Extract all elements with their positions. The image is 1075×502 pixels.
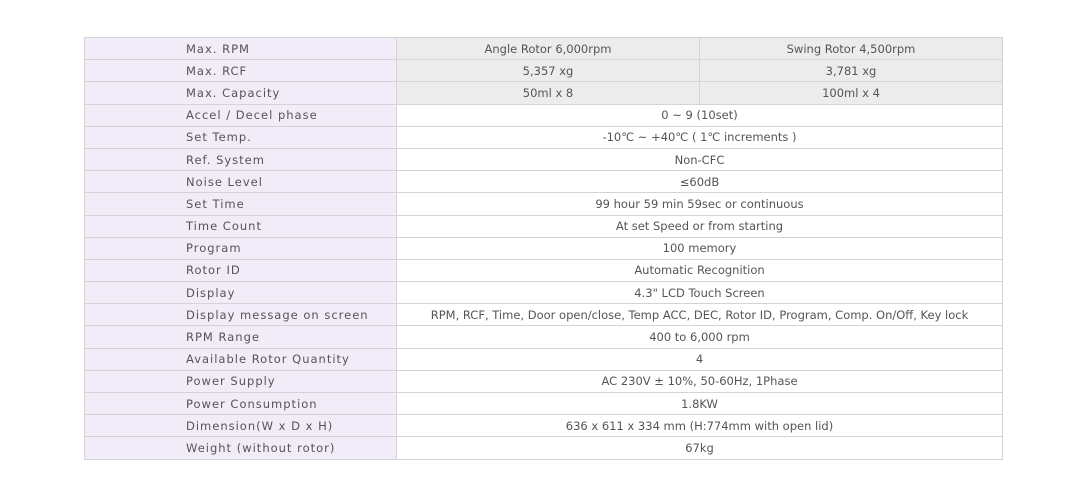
- spec-label: Noise Level: [85, 171, 397, 193]
- spec-value-swing: 3,781 xg: [700, 60, 1003, 82]
- spec-value: Non-CFC: [397, 148, 1003, 170]
- spec-value: 0 ~ 9 (10set): [397, 104, 1003, 126]
- spec-label: Rotor ID: [85, 259, 397, 281]
- table-row: [85, 348, 1003, 370]
- table-row: [85, 193, 1003, 215]
- spec-label: RPM Range: [85, 326, 397, 348]
- table-row: [85, 437, 1003, 459]
- spec-label: Max. RCF: [85, 60, 397, 82]
- spec-label: Max. Capacity: [85, 82, 397, 104]
- table-row: [85, 104, 1003, 126]
- spec-label: Available Rotor Quantity: [85, 348, 397, 370]
- spec-value-angle: 5,357 xg: [397, 60, 700, 82]
- spec-label: Ref. System: [85, 148, 397, 170]
- spec-value: 1.8KW: [397, 393, 1003, 415]
- table-row: [85, 415, 1003, 437]
- spec-value: 400 to 6,000 rpm: [397, 326, 1003, 348]
- spec-value-angle: Angle Rotor 6,000rpm: [397, 38, 700, 60]
- spec-label: Max. RPM: [85, 38, 397, 60]
- table-row: [85, 38, 1003, 60]
- spec-table-container: [84, 37, 1003, 460]
- spec-label: Display: [85, 282, 397, 304]
- table-row: [85, 259, 1003, 281]
- table-row: [85, 215, 1003, 237]
- spec-value: ≤60dB: [397, 171, 1003, 193]
- spec-value: 99 hour 59 min 59sec or continuous: [397, 193, 1003, 215]
- table-row: [85, 282, 1003, 304]
- table-row: [85, 304, 1003, 326]
- table-row: [85, 393, 1003, 415]
- spec-label: Dimension(W x D x H): [85, 415, 397, 437]
- table-row: [85, 237, 1003, 259]
- spec-value: 67kg: [397, 437, 1003, 459]
- table-row: [85, 148, 1003, 170]
- spec-label: Weight (without rotor): [85, 437, 397, 459]
- spec-value: 636 x 611 x 334 mm (H:774mm with open lid): [397, 415, 1003, 437]
- spec-label: Power Consumption: [85, 393, 397, 415]
- spec-value-swing: Swing Rotor 4,500rpm: [700, 38, 1003, 60]
- spec-value: 4: [397, 348, 1003, 370]
- table-row: [85, 126, 1003, 148]
- spec-value: Automatic Recognition: [397, 259, 1003, 281]
- spec-value: RPM, RCF, Time, Door open/close, Temp ACC, DEC, Rotor ID, Program, Comp. On/Off, Key lock: [397, 304, 1003, 326]
- spec-value: 4.3" LCD Touch Screen: [397, 282, 1003, 304]
- table-row: [85, 370, 1003, 392]
- spec-value: At set Speed or from starting: [397, 215, 1003, 237]
- table-row: [85, 171, 1003, 193]
- spec-value-angle: 50ml x 8: [397, 82, 700, 104]
- table-row: [85, 60, 1003, 82]
- spec-label: Power Supply: [85, 370, 397, 392]
- table-row: [85, 326, 1003, 348]
- spec-label: Accel / Decel phase: [85, 104, 397, 126]
- table-row: [85, 82, 1003, 104]
- spec-label: Time Count: [85, 215, 397, 237]
- spec-value: AC 230V ± 10%, 50-60Hz, 1Phase: [397, 370, 1003, 392]
- spec-label: Set Time: [85, 193, 397, 215]
- spec-label: Set Temp.: [85, 126, 397, 148]
- spec-label: Display message on screen: [85, 304, 397, 326]
- spec-value-swing: 100ml x 4: [700, 82, 1003, 104]
- spec-label: Program: [85, 237, 397, 259]
- spec-table: [84, 37, 1003, 460]
- spec-value: -10℃ ~ +40℃ ( 1℃ increments ): [397, 126, 1003, 148]
- spec-value: 100 memory: [397, 237, 1003, 259]
